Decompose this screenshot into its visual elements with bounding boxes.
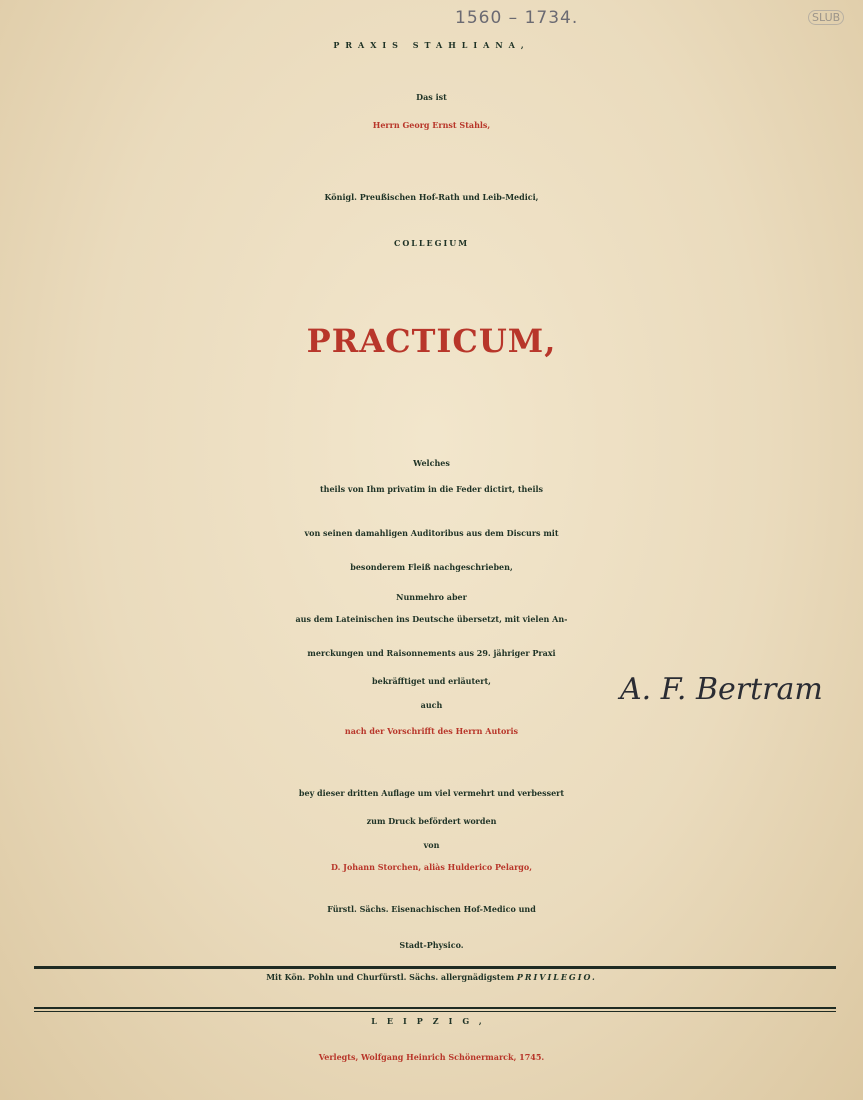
top-rule bbox=[34, 966, 836, 969]
nunmehro-line: Nunmehro aber bbox=[396, 592, 467, 602]
vorschrifft-line: nach der Vorschrifft des Herrn Autoris bbox=[344, 726, 519, 736]
privilege-prefix: Mit Kön. Pohln und Churfürstl. Sächs. allergnädigstem bbox=[266, 972, 515, 982]
editor-role-2: Stadt-Physico. bbox=[399, 940, 464, 950]
von-line: von bbox=[423, 840, 440, 850]
handwritten-signature: A. F. Bertram bbox=[620, 672, 823, 707]
practicum-heading: PRACTICUM, bbox=[306, 322, 557, 360]
collegium-heading: COLLEGIUM bbox=[393, 238, 470, 248]
author-role: Königl. Preußischen Hof-Rath und Leib-Medici, bbox=[324, 192, 539, 202]
privilege-line bbox=[0, 972, 863, 982]
edition-line: bey dieser dritten Auflage um viel vermehrt und verbessert bbox=[298, 788, 565, 798]
description-line-3: besonderem Fleiß nachgeschrieben, bbox=[350, 562, 513, 572]
druck-line: zum Druck befördert worden bbox=[366, 816, 497, 826]
das-ist-line: Das ist bbox=[416, 92, 447, 102]
imprint-publisher: Verlegts, Wolfgang Heinrich Schönermarck, 1745. bbox=[318, 1052, 545, 1062]
description-line-2: von seinen damahligen Auditoribus aus dem Discurs mit bbox=[304, 528, 559, 538]
privilege-word: PRIVILEGIO. bbox=[516, 972, 597, 982]
bottom-rule-thin bbox=[34, 1011, 836, 1012]
editor-role: Fürstl. Sächs. Eisenachischen Hof-Medico und bbox=[327, 904, 536, 914]
auch-line: auch bbox=[420, 700, 443, 710]
description-line-1: theils von Ihm privatim in die Feder dictirt, theils bbox=[319, 484, 544, 494]
book-title: PRAXIS STAHLIANA, bbox=[333, 40, 530, 50]
bottom-rule bbox=[34, 1007, 836, 1009]
description-line-5: merckungen und Raisonnements aus 29. jähriger Praxi bbox=[307, 648, 556, 658]
imprint-place: LEIPZIG, bbox=[371, 1016, 492, 1026]
welches-line: Welches bbox=[413, 458, 450, 468]
editor-name: D. Johann Storchen, aliàs Hulderico Pelargo, bbox=[330, 862, 533, 872]
pencil-annotation: 1560 – 1734. bbox=[455, 8, 579, 28]
description-line-6: bekräfftiget und erläutert, bbox=[372, 676, 491, 686]
description-line-4: aus dem Lateinischen ins Deutsche übersetzt, mit vielen An- bbox=[295, 614, 568, 624]
author-name: Herrn Georg Ernst Stahls, bbox=[372, 120, 491, 130]
library-stamp: SLUB bbox=[808, 10, 844, 25]
